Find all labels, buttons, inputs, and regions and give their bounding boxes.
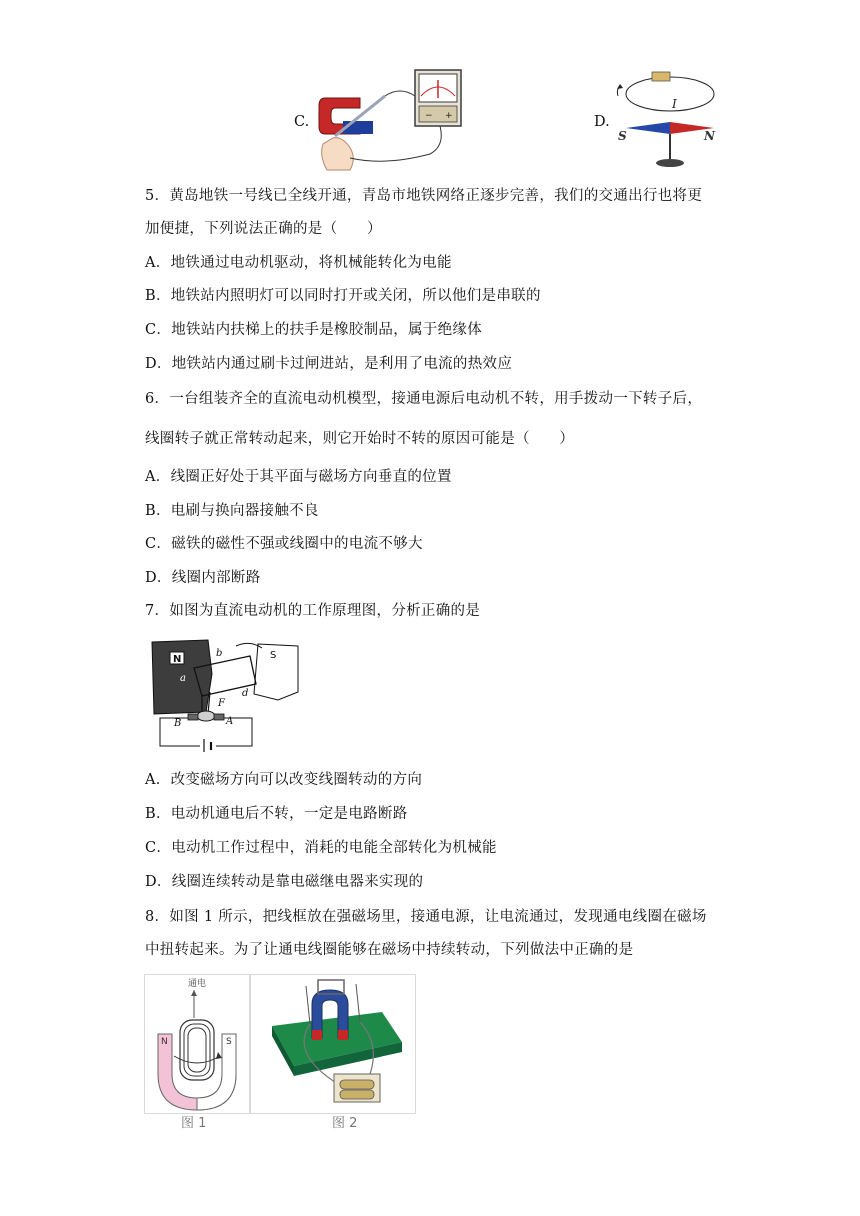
figure-1-current-label: 通电	[188, 979, 207, 989]
q6-stem-line-1: 6．一台组装齐全的直流电动机模型，接通电源后电动机不转，用手拨动一下转子后，	[145, 391, 703, 407]
motor-a-label: a	[180, 673, 186, 684]
q7-option-b: B．电动机通电后不转，一定是电路断路	[145, 806, 408, 822]
motor-b-label: b	[216, 648, 223, 659]
motor-n-label: N	[173, 654, 182, 665]
option-d-label: D.	[594, 114, 610, 130]
compass-n-label: N	[704, 129, 715, 143]
q7-option-a: A．改变磁场方向可以改变线圈转动的方向	[145, 772, 423, 788]
q5-option-a: A．地铁通过电动机驱动，将机械能转化为电能	[145, 255, 452, 271]
svg-text:+: +	[445, 111, 453, 121]
figure-1-n-label: N	[161, 1037, 168, 1047]
q5-stem-line-2: 加便捷，下列说法正确的是（ ）	[145, 221, 382, 237]
q8-stem-line-1: 8．如图 1 所示，把线框放在强磁场里，接通电源，让电流通过，发现通电线圈在磁场	[145, 909, 707, 925]
figure-2-caption: 图 2	[332, 1116, 358, 1131]
current-label: I	[672, 97, 677, 111]
figure-1-coil-in-magnet	[144, 974, 250, 1114]
q7-stem-line-1: 7．如图为直流电动机的工作原理图，分析正确的是	[145, 603, 481, 619]
motor-s-label: S	[270, 650, 277, 661]
q5-option-c: C．地铁站内扶梯上的扶手是橡胶制品，属于绝缘体	[145, 322, 482, 338]
figure-2-motor-model-photo	[250, 974, 416, 1114]
motor-d-label: d	[242, 688, 249, 699]
q5-option-b: B．地铁站内照明灯可以同时打开或关闭，所以他们是串联的	[145, 288, 541, 304]
q7-option-d: D．线圈连续转动是靠电磁继电器来实现的	[145, 874, 424, 890]
motor-aa-label: A	[226, 716, 234, 727]
q6-stem-line-2: 线圈转子就正常转动起来，则它开始时不转的原因可能是（ ）	[145, 431, 575, 447]
figure-1-caption: 图 1	[181, 1116, 207, 1131]
q5-stem-line-1: 5．黄岛地铁一号线已全线开通，青岛市地铁网络正逐步完善，我们的交通出行也将更	[145, 188, 703, 204]
figure-1-s-label: S	[226, 1037, 232, 1047]
galvanometer-figure	[315, 66, 465, 176]
motor-bb-label: B	[174, 718, 182, 729]
q6-option-c: C．磁铁的磁性不强或线圈中的电流不够大	[145, 536, 423, 552]
q6-option-b: B．电刷与换向器接触不良	[145, 503, 319, 519]
q8-stem-line-2: 中扭转起来。为了让通电线圈能够在磁场中持续转动，下列做法中正确的是	[145, 942, 634, 958]
motor-f-label: F	[218, 698, 225, 709]
compass-figure	[612, 70, 722, 172]
option-c-label: C.	[294, 114, 310, 130]
q6-option-a: A．线圈正好处于其平面与磁场方向垂直的位置	[145, 469, 452, 485]
q5-option-d: D．地铁站内通过刷卡过闸进站，是利用了电流的热效应	[145, 356, 513, 372]
dc-motor-diagram	[146, 634, 306, 752]
q6-option-d: D．线圈内部断路	[145, 570, 261, 586]
q7-option-c: C．电动机工作过程中，消耗的电能全部转化为机械能	[145, 840, 497, 856]
svg-text:−: −	[425, 111, 433, 121]
compass-s-label: S	[618, 129, 627, 143]
